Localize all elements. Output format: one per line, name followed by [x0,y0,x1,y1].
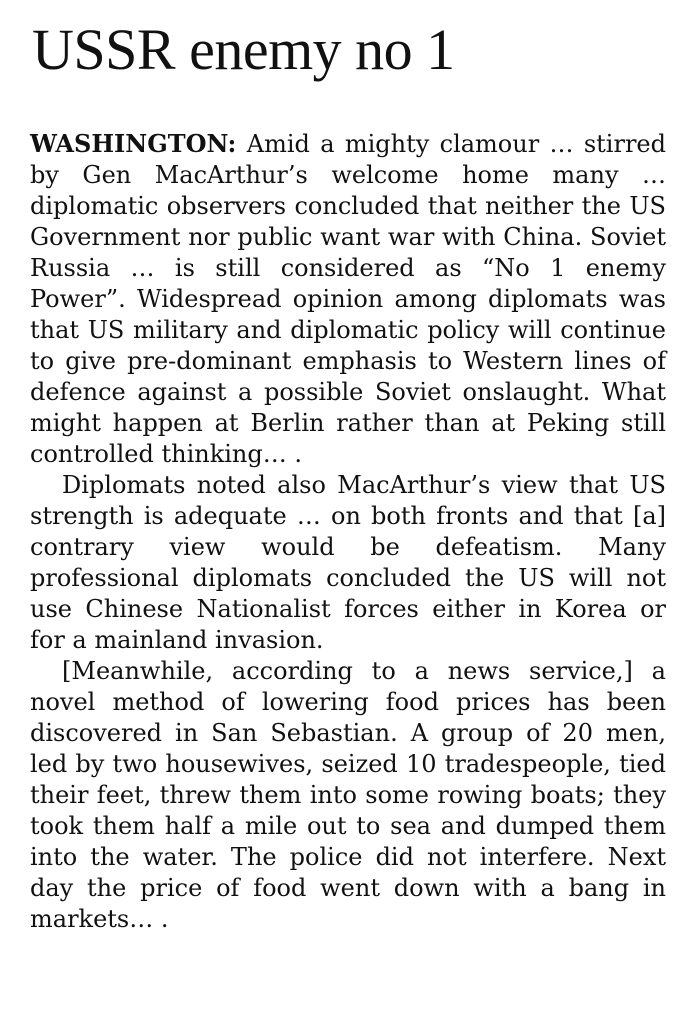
paragraph-1-text: Amid a mighty clamour … stirred by Gen MacArthur’s welcome home many … diplomatic observers concluded that neither the US Government nor public want war with China. Soviet Russia … is still considered as “No 1 enemy Power”. Widespread opinion among diplomats was that US military and diplomatic policy will continue to give pre-dominant emphasis to Western lines of defence against a possible Soviet onslaught. What might happen at Berlin rather than at Peking still controlled thinking… . [30,130,666,468]
paragraph-2: Diplomats noted also MacArthur’s view that US strength is adequate … on both fronts and that [a] contrary view would be defeatism. Many professional diplomats concluded the US will not use Chinese Nationalist forces either in Korea or for a mainland invasion. [30,471,666,654]
paragraph-3: [Meanwhile, according to a news service,] a novel method of lowering food prices has been discovered in San Sebastian. A group of 20 men, led by two housewives, seized 10 tradespeople, tied their feet, threw them into some rowing boats; they took them half a mile out to sea and dumped them into the water. The police did not interfere. Next day the price of food went down with a bang in markets… . [30,657,666,933]
article-body [30,128,666,935]
headline: USSR enemy no 1 [32,17,455,82]
dateline: WASHINGTON: [30,129,237,158]
paragraph-1 [30,128,666,470]
